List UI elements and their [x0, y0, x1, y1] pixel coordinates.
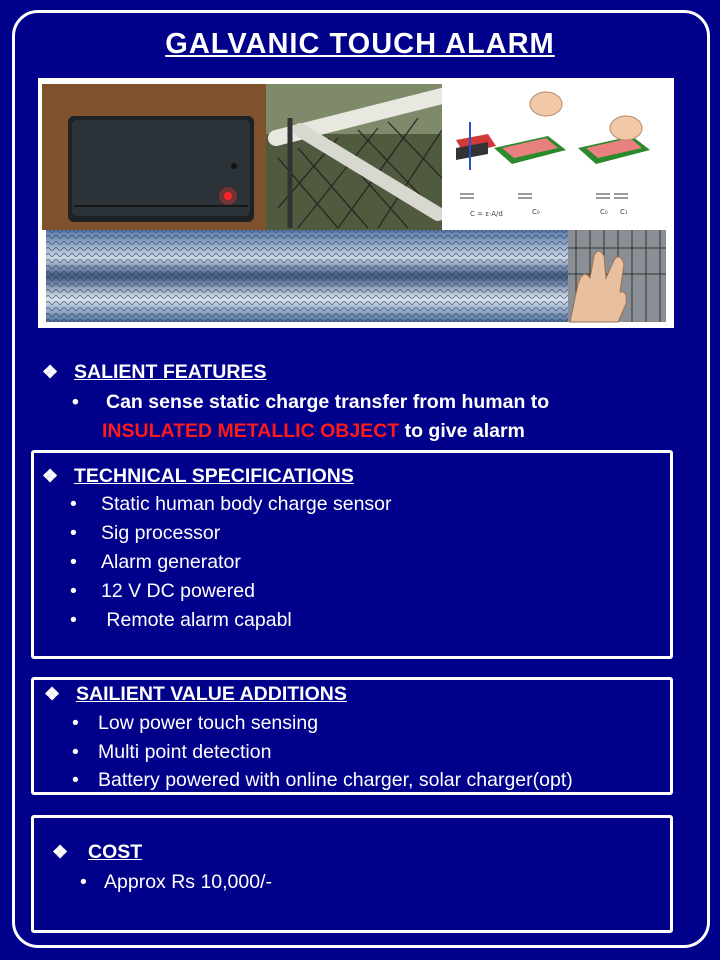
diamond-bullet-icon: ❖ — [44, 684, 61, 704]
image-collage-graphic — [38, 78, 674, 328]
spec-item: • Sig processor — [70, 522, 221, 544]
value-additions-heading: ❖ SAILIENT VALUE ADDITIONS — [44, 683, 347, 705]
value-addition-item: • Battery powered with online charger, solar charger(opt) — [72, 769, 573, 791]
bullet-icon: • — [72, 712, 79, 734]
cost-item: • Approx Rs 10,000/- — [80, 871, 273, 893]
wire-mesh-photo — [46, 230, 568, 322]
alarm-device-photo — [42, 84, 266, 230]
salient-features-heading: ❖ SALIENT FEATURES — [42, 361, 267, 383]
diamond-bullet-icon: ❖ — [42, 466, 59, 486]
page-title: GALVANIC TOUCH ALARM — [165, 28, 555, 60]
bullet-icon: • — [70, 493, 77, 515]
bullet-icon: • — [72, 391, 79, 413]
spec-item: • Remote alarm capabl — [70, 609, 292, 631]
spec-item: • Static human body charge sensor — [70, 493, 392, 515]
salient-feature-line-1: • Can sense static charge transfer from human to — [72, 391, 550, 413]
value-addition-item: • Low power touch sensing — [72, 712, 319, 734]
spec-item: • 12 V DC powered — [70, 580, 255, 602]
bullet-icon: • — [70, 580, 77, 602]
salient-feature-tail: to give alarm — [399, 420, 525, 442]
salient-feature-line-2 — [102, 420, 525, 443]
cost-heading: ❖ COST — [52, 841, 143, 863]
image-collage — [38, 78, 674, 328]
technical-specifications-heading: ❖ TECHNICAL SPECIFICATIONS — [42, 465, 354, 487]
highlight-text: INSULATED METALLIC OBJECT — [102, 420, 400, 442]
value-addition-item: • Multi point detection — [72, 741, 272, 763]
bullet-icon: • — [80, 871, 87, 893]
spec-item: • Alarm generator — [70, 551, 241, 573]
bullet-icon: • — [70, 522, 77, 544]
diamond-bullet-icon: ❖ — [52, 842, 69, 862]
diamond-bullet-icon: ❖ — [42, 362, 59, 382]
bullet-icon: • — [70, 551, 77, 573]
bullet-icon: • — [72, 741, 79, 763]
fence-sensor-photo — [266, 84, 442, 230]
diagram-label-1: C = ε·A/d — [470, 210, 503, 218]
bullet-icon: • — [70, 609, 77, 631]
diagram-label-3: C₀ — [600, 208, 608, 216]
touch-capacitance-diagram — [442, 84, 670, 230]
bullet-icon: • — [72, 769, 79, 791]
diagram-label-2: C₀ — [532, 208, 540, 216]
hand-touching-fence-photo — [568, 230, 666, 322]
diagram-label-4: C₁ — [620, 208, 628, 216]
